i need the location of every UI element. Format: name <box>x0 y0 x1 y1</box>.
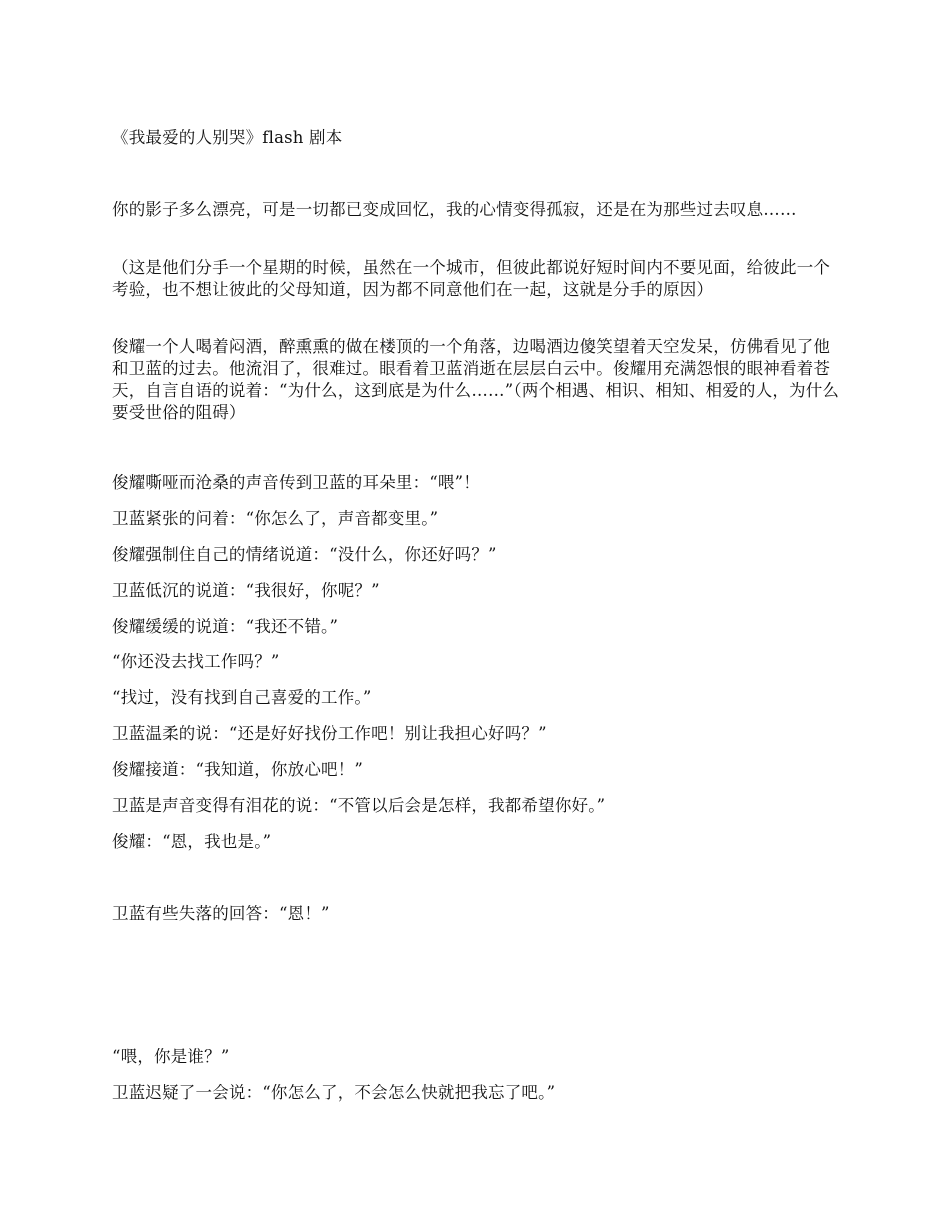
dialogue-line: “找过，没有找到自己喜爱的工作。” <box>112 688 372 707</box>
dialogue-line: 卫蓝温柔的说：“还是好好找份工作吧！别让我担心好吗？” <box>112 724 547 743</box>
dialogue-line-after-gap: 卫蓝有些失落的回答：“恩！” <box>112 904 330 923</box>
paragraph-scene: 俊耀一个人喝着闷酒，醉熏熏的做在楼顶的一个角落，边喝酒边傻笑望着天空发呆，仿佛看见了他和卫蓝的过去。他流泪了，很难过。眼看着卫蓝消逝在层层白云中。俊耀用充满怨恨的眼神看着苍天，自言自语的说着：“为什么，这到底是为什么……”（两个相遇、相识、相知、相爱的人，为什么要受世俗的阻碍） <box>112 337 840 422</box>
dialogue-line: “你还没去找工作吗？” <box>112 652 280 671</box>
dialogue-line: 俊耀强制住自己的情绪说道：“没什么，你还好吗？” <box>112 545 497 564</box>
dialogue-line-final: 卫蓝迟疑了一会说：“你怎么了，不会怎么快就把我忘了吧。” <box>112 1083 556 1102</box>
dialogue-line: 俊耀：“恩，我也是。” <box>112 832 272 851</box>
dialogue-line: 俊耀接道：“我知道，你放心吧！” <box>112 760 364 779</box>
dialogue-line: 俊耀缓缓的说道：“我还不错。” <box>112 617 339 636</box>
paragraph-intro: 你的影子多么漂亮，可是一切都已变成回忆，我的心情变得孤寂，还是在为那些过去叹息…… <box>112 200 797 219</box>
dialogue-line: 卫蓝紧张的问着：“你怎么了，声音都变里。” <box>112 509 439 528</box>
dialogue-line: 俊耀嘶哑而沧桑的声音传到卫蓝的耳朵里：“喂”！ <box>112 473 480 492</box>
dialogue-line: 卫蓝低沉的说道：“我很好，你呢？” <box>112 581 380 600</box>
dialogue-line-final: “喂，你是谁？” <box>112 1047 230 1066</box>
dialogue-line: 卫蓝是声音变得有泪花的说：“不管以后会是怎样，我都希望你好。” <box>112 796 606 815</box>
document-title: 《我最爱的人别哭》flash 剧本 <box>112 128 343 147</box>
paragraph-context: （这是他们分手一个星期的时候，虽然在一个城市，但彼此都说好短时间内不要见面，给彼此一个考验，也不想让彼此的父母知道，因为都不同意他们在一起，这就是分手的原因） <box>112 258 831 299</box>
